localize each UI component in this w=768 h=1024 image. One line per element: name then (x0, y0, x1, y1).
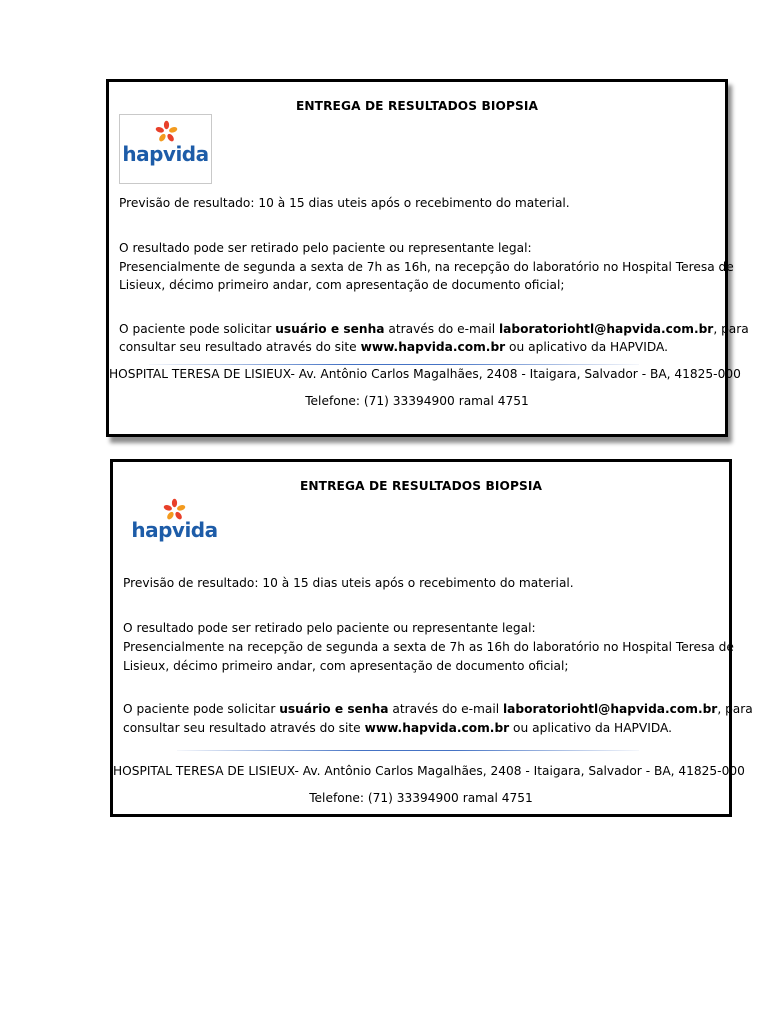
credentials-label: usuário e senha (275, 322, 385, 336)
website-address: www.hapvida.com.br (360, 340, 506, 354)
pickup-line-2: Presencialmente de segunda a sexta de 7h as 16h, na recepção do laboratório no Hospital Teresa de (119, 260, 734, 274)
card-title: ENTREGA DE RESULTADOS BIOPSIA (295, 99, 539, 113)
logo-wordmark: hapvida (131, 518, 218, 542)
forecast-text: Previsão de resultado: 10 à 15 dias uteis após o recebimento do material. (123, 576, 574, 590)
phone-text: Telefone: (71) 33394900 ramal 4751 (305, 394, 529, 408)
hapvida-logo (119, 114, 212, 184)
result-card-2 (110, 459, 753, 817)
request-line-1: O paciente pode solicitar usuário e senha através do e-mail laboratoriohtl@hapvida.com.br, para (123, 702, 753, 716)
email-address: laboratoriohtl@hapvida.com.br (498, 322, 714, 336)
logo-wordmark: hapvida (122, 142, 209, 166)
forecast-text: Previsão de resultado: 10 à 15 dias uteis após o recebimento do material. (119, 196, 570, 210)
address-text: HOSPITAL TERESA DE LISIEUX- Av. Antônio Carlos Magalhães, 2408 - Itaigara, Salvador - BA, 41825-000 (109, 367, 741, 381)
email-address: laboratoriohtl@hapvida.com.br (502, 702, 718, 716)
website-address: www.hapvida.com.br (364, 721, 510, 735)
flower-icon (120, 115, 213, 145)
result-card-1 (106, 79, 749, 437)
request-line-2: consultar seu resultado através do site www.hapvida.com.br ou aplicativo da HAPVIDA. (119, 340, 668, 354)
divider (149, 364, 639, 365)
pickup-line-2: Presencialmente na recepção de segunda a sexta de 7h as 16h do laboratório no Hospital Teresa de (123, 640, 734, 654)
pickup-line-3: Lisieux, décimo primeiro andar, com apresentação de documento oficial; (119, 278, 565, 292)
credentials-label: usuário e senha (279, 702, 389, 716)
address-text: HOSPITAL TERESA DE LISIEUX- Av. Antônio Carlos Magalhães, 2408 - Itaigara, Salvador - BA, 41825-000 (113, 764, 745, 778)
phone-text: Telefone: (71) 33394900 ramal 4751 (309, 791, 533, 805)
hapvida-logo (128, 497, 221, 551)
pickup-line-1: O resultado pode ser retirado pelo paciente ou representante legal: (119, 241, 532, 255)
card-title: ENTREGA DE RESULTADOS BIOPSIA (299, 479, 543, 493)
pickup-line-1: O resultado pode ser retirado pelo paciente ou representante legal: (123, 621, 536, 635)
request-line-2: consultar seu resultado através do site www.hapvida.com.br ou aplicativo da HAPVIDA. (123, 721, 672, 735)
request-line-1: O paciente pode solicitar usuário e senha através do e-mail laboratoriohtl@hapvida.com.br, para (119, 322, 749, 336)
divider (177, 750, 639, 751)
pickup-line-3: Lisieux, décimo primeiro andar, com apresentação de documento oficial; (123, 659, 569, 673)
